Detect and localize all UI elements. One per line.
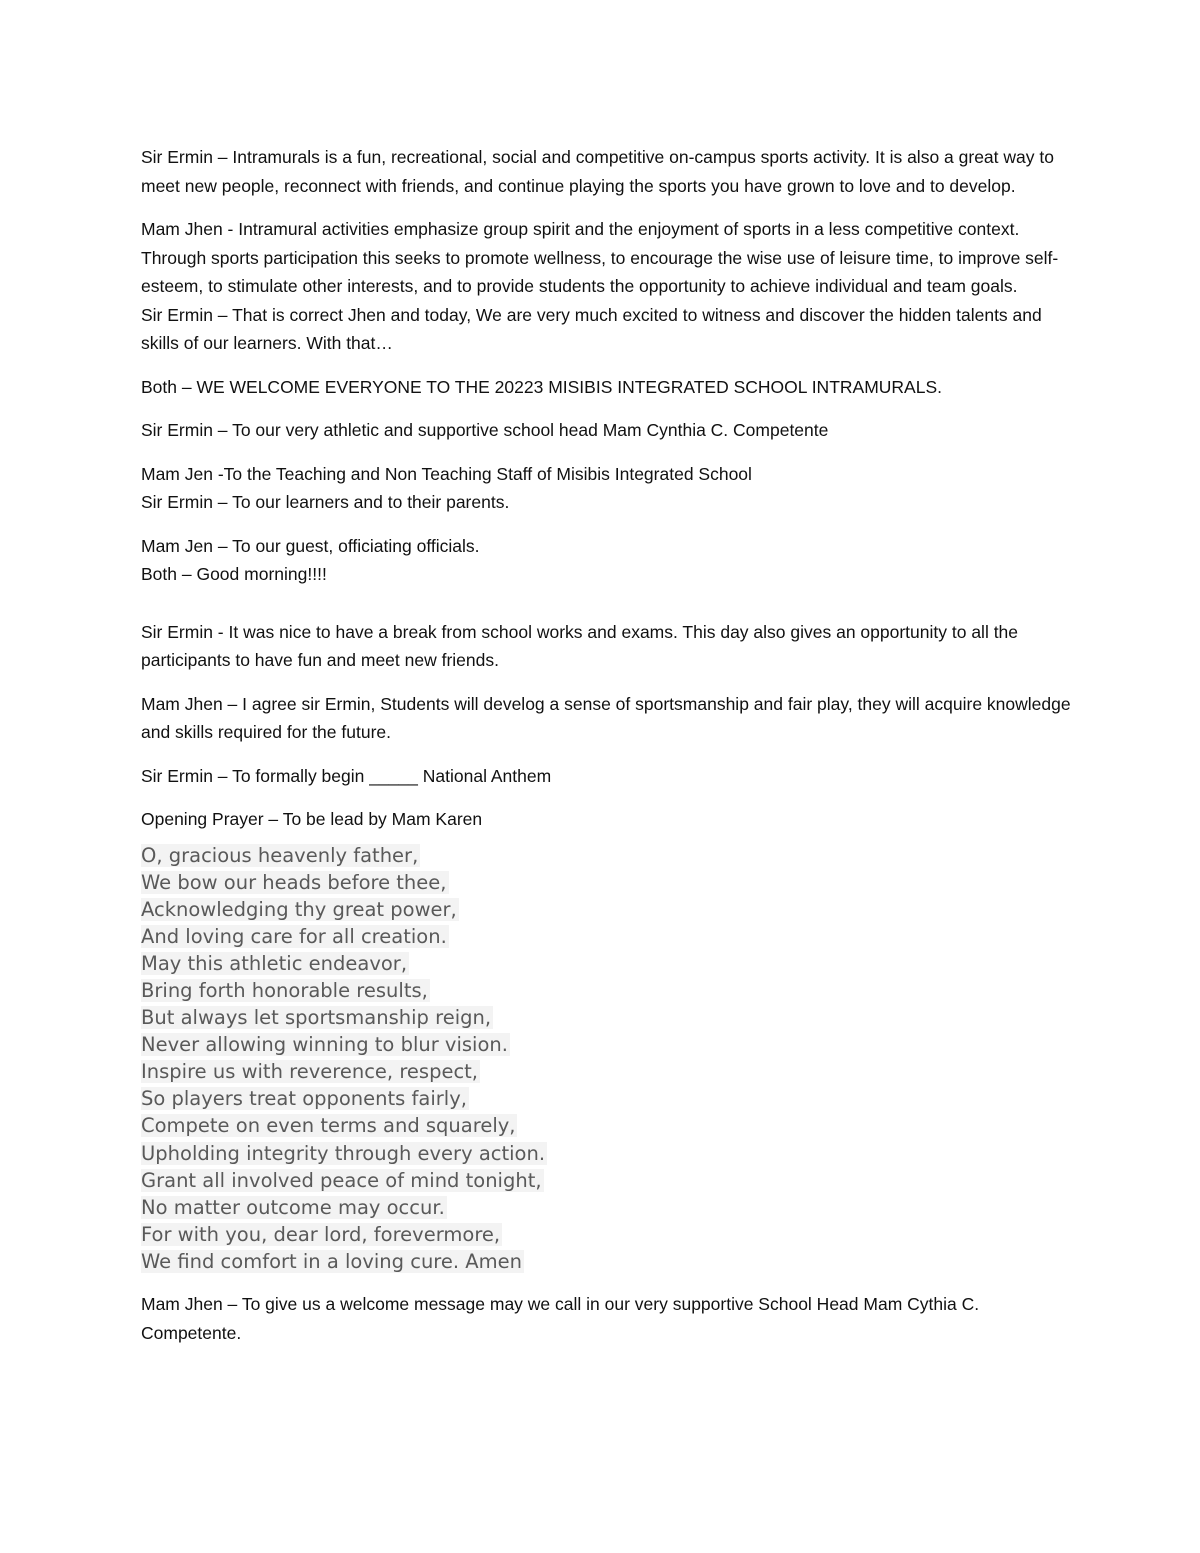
prayer-line: May this athletic endeavor, [141, 951, 408, 975]
paragraph-sir-ermin-intro: Sir Ermin – Intramurals is a fun, recreational, social and competitive on-campus sports activity. It is also a great way to meet new people, reconnect with friends, and continue playing the sports you have grown to love and to develop. [141, 147, 1054, 196]
prayer-line: Grant all involved peace of mind tonight, [141, 1168, 542, 1192]
prayer-line: Inspire us with reverence, respect, [141, 1060, 479, 1084]
paragraph-both-welcome: Both – WE WELCOME EVERYONE TO THE 20223 MISIBIS INTEGRATED SCHOOL INTRAMURALS. [141, 376, 942, 397]
prayer-line: O, gracious heavenly father, [141, 843, 419, 867]
prayer-line: For with you, dear lord, forevermore, [141, 1222, 501, 1246]
prayer-block [141, 842, 1071, 1276]
prayer-line: But always let sportsmanship reign, [141, 1006, 492, 1030]
document-body [141, 143, 1071, 1347]
paragraph-break: Sir Ermin - It was nice to have a break from school works and exams. This day also gives an opportunity to all the participants to have fun and meet new friends. [141, 621, 1019, 670]
paragraph-sir-ermin-correct: Sir Ermin – That is correct Jhen and today, We are very much excited to witness and discover the hidden talents and skills of our learners. With that… [141, 304, 1042, 353]
prayer-line: No matter outcome may occur. [141, 1195, 445, 1219]
prayer-line: Acknowledging thy great power, [141, 897, 457, 921]
paragraph-mam-jhen-intro: Mam Jhen - Intramural activities emphasize group spirit and the enjoyment of sports in a less competitive context. Through sports participation this seeks to promote wellness, to encourage the wise use of leisure time, to improve self-esteem, to stimulate other interests, and to provide students the opportunity to achieve individual and team goals. [141, 219, 1059, 296]
prayer-line: Upholding integrity through every action. [141, 1141, 546, 1165]
paragraph-welcome-message: Mam Jhen – To give us a welcome message may we call in our very supportive School Head Mam Cythia C. Competente. [141, 1294, 980, 1343]
prayer-line: Bring forth honorable results, [141, 978, 428, 1002]
paragraph-anthem: Sir Ermin – To formally begin _____ National Anthem [141, 765, 552, 786]
prayer-line: Compete on even terms and squarely, [141, 1114, 516, 1138]
paragraph-learners: Sir Ermin – To our learners and to their parents. [141, 492, 510, 512]
paragraph-opening-prayer: Opening Prayer – To be lead by Mam Karen [141, 809, 483, 829]
paragraph-teaching-staff: Mam Jen -To the Teaching and Non Teaching Staff of Misibis Integrated School [141, 463, 752, 484]
paragraph-good-morning: Both – Good morning!!!! [141, 564, 327, 584]
prayer-line: We bow our heads before thee, [141, 870, 447, 894]
paragraph-school-head: Sir Ermin – To our very athletic and supportive school head Mam Cynthia C. Competente [141, 420, 829, 440]
prayer-line: And loving care for all creation. [141, 924, 447, 948]
prayer-line: Never allowing winning to blur vision. [141, 1033, 508, 1057]
prayer-line: We find comfort in a loving cure. Amen [141, 1249, 522, 1273]
prayer-line: So players treat opponents fairly, [141, 1087, 467, 1111]
paragraph-guests: Mam Jen – To our guest, officiating officials. [141, 535, 480, 556]
paragraph-agree: Mam Jhen – I agree sir Ermin, Students will develog a sense of sportsmanship and fair play, they will acquire knowledge and skills required for the future. [141, 693, 1071, 742]
